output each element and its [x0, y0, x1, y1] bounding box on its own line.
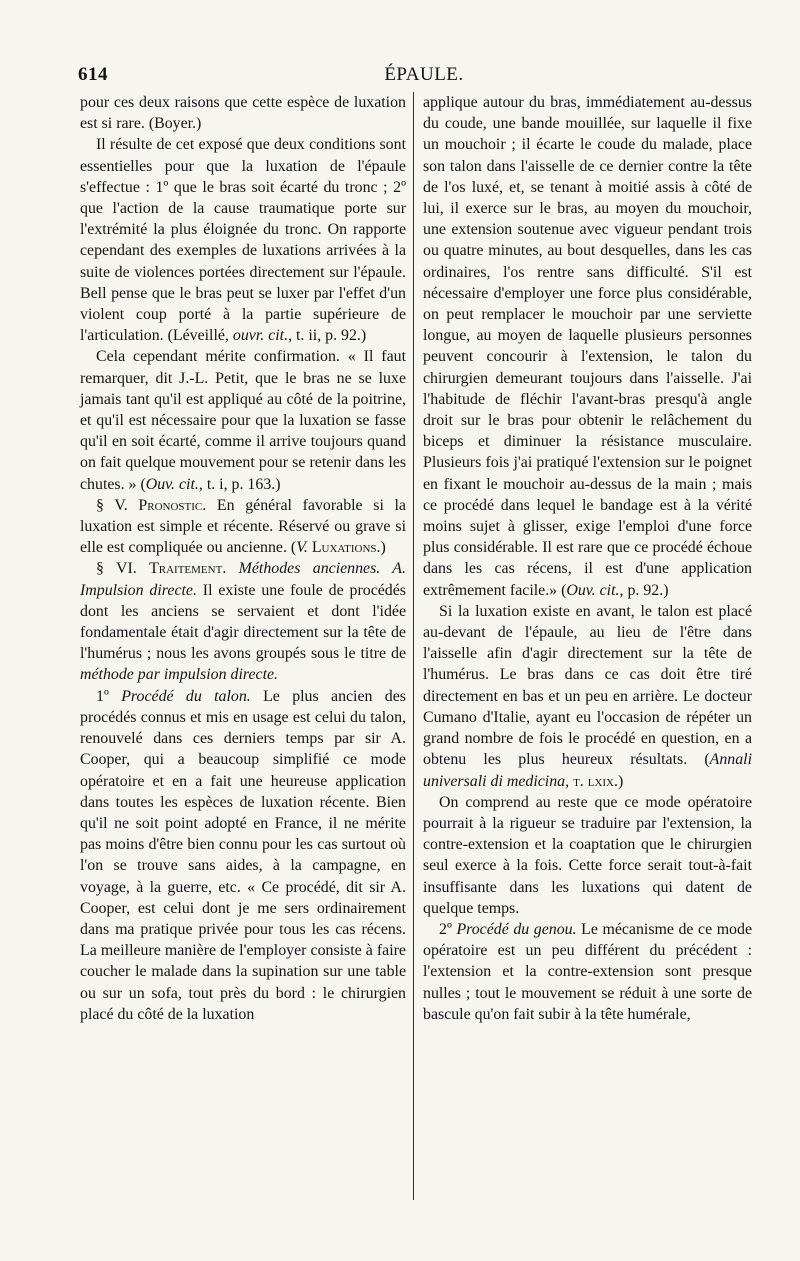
text-run: Il existe une foule de procédés dont les anciens se servaient et dont l'idée fondamentale était d'agir directement sur la tête de l'humérus ; nous les avons groupés sous le titre de — [80, 581, 406, 663]
paragraph — [80, 686, 406, 1025]
text-run: Cela cependant mérite confirmation. « Il faut remarquer, dit J.-L. Petit, que le bras ne se luxe jamais tant qu'il est appliqué au côté de la poitrine, et qu'il est nécessaire pour que la luxation se fasse qu'il en soit écarté, comme il arrive toujours quand on fait quelque mouvement pour se retenir dans les chutes. » ( — [80, 348, 406, 493]
text-run: Procédé du genou. — [456, 920, 577, 938]
text-run: t. lxix.) — [569, 772, 624, 790]
text-run: § VI. — [96, 560, 150, 578]
paragraph — [80, 134, 406, 346]
paragraph — [423, 92, 752, 601]
text-run: Procédé du talon. — [121, 687, 251, 705]
text-run: Ouv. cit. — [566, 581, 620, 599]
text-run: Pronostic. — [138, 496, 207, 514]
page-number: 614 — [78, 64, 108, 85]
paragraph — [423, 919, 752, 1025]
text-run: Annali universali di medicina, — [423, 751, 752, 790]
text-run: Le plus ancien des procédés connus et mis en usage est celui du talon, renouvelé dans ces derniers temps par sir A. Cooper, qui a beaucoup simplifié ce mode opératoire et en a fait une heureuse application dans toutes les espèces de luxation récente. Bien qu'il ne soit point adopté en France, il ne mérite pas moins d'être bien connu pour les cas surtout où l'on se trouve sans aides, à la campagne, en voyage, à la guerre, etc. « Ce procédé, dit sir A. Cooper, est celui dont je me sers ordinairement dans ma pratique privée pour tous les cas récens. La meilleure manière de l'employer consiste à faire coucher le malade dans la supination sur une table ou sur un sofa, tout près du bord : le chirurgien placé du côté de la luxation — [80, 687, 406, 1023]
text-run: Si la luxation existe en avant, le talon est placé au-devant de l'épaule, au lieu de l'être dans l'aisselle afin d'agir directement sur la tête de l'humérus. Le bras dans ce cas doit être tiré directement en bas et un peu en arrière. Le docteur Cumano d'Italie, ayant eu l'occasion de répéter un grand nombre de fois le procédé en question, en a obtenu les plus heureux résultats. ( — [423, 602, 752, 769]
text-run: § V. — [96, 496, 139, 514]
text-run: Méthodes anciennes. A. Impulsion directe. — [80, 560, 406, 599]
right-column — [423, 92, 752, 1025]
paragraph — [80, 346, 406, 494]
text-run: ouvr. cit. — [232, 327, 289, 345]
text-run: 1º — [96, 687, 122, 705]
paragraph — [80, 495, 406, 559]
text-run — [226, 560, 238, 577]
text-run: Ouv. cit. — [145, 475, 199, 493]
running-title: ÉPAULE. — [384, 64, 464, 85]
text-run: En général favorable si la luxation est simple et récente. Réservé ou grave si elle est compliquée ou ancienne. ( — [80, 496, 406, 557]
text-run: Le mécanisme de ce mode opératoire est un peu différent du précédent : l'extension et la contre-extension sont presque nulles ; tout le mouvement se réduit à une sorte de bascule qu'on fait subir à la tête humérale, — [423, 920, 752, 1023]
paragraph — [423, 792, 752, 919]
paragraph — [423, 601, 752, 792]
text-run: On comprend au reste que ce mode opératoire pourrait à la rigueur se traduire par l'extension, la contre-extension et la coaptation que le chirurgien seul exerce à la fois. Cette force serait tout-à-fait insuffisante dans les luxations qui datent de quelque temps. — [423, 793, 752, 917]
text-run: Il résulte de cet exposé que deux conditions sont essentielles pour que la luxation de l'épaule s'effectue : 1º que le bras soit écarté du tronc ; 2º que l'action de la cause traumatique porte sur l'extrémité la plus éloignée du tronc. On rapporte cependant des exemples de luxations arrivées à la suite de violences portées directement sur l'épaule. Bell pense que le bras peut se luxer par l'effet d'un violent coup porté à la partie supérieure de l'articulation. (Léveillé, — [80, 136, 406, 345]
column-rule — [413, 92, 414, 1200]
left-column — [80, 92, 406, 1025]
text-run: Luxations. — [311, 539, 381, 557]
text-run: applique autour du bras, immédiatement au-dessus du coude, une bande mouillée, sur laquelle il fixe un mouchoir ; il écarte le coude du malade, place son talon dans l'aisselle de ce dernier contre la tête de l'os luxé, et, se tenant à moitié assis à côté de lui, il exerce sur le bras, au moyen du mouchoir, une extension soutenue avec vigueur pendant trois ou quatre minutes, au bout desquelles, dans les cas ordinaires, l'os rentre sans difficulté. S'il est nécessaire d'employer une force plus considérable, on peut remplacer le mouchoir par une serviette longue, au moyen de laquelle plusieurs personnes peuvent concourir à l'extension, le talon du chirurgien demeurant toujours dans l'aisselle. J'ai l'habitude de fléchir l'avant-bras presqu'à angle droit sur le bras pour obtenir le relâchement du biceps et diminuer la résistance musculaire. Plusieurs fois j'ai pratiqué l'extension sur le poignet en fixant le mouchoir au-dessus de la main ; mais ce procédé dans lequel le bandage est à la vérité moins sujet à glisser, exige l'emploi d'une force plus considérable. Il est rare que ce procédé échoue dans les cas récens, il est d'une application extrêmement facile.» ( — [423, 94, 752, 599]
text-run: , p. 92.) — [619, 581, 669, 599]
text-run: pour ces deux raisons que cette espèce de luxation est si rare. (Boyer.) — [80, 94, 406, 133]
text-run: , t. ii, p. 92.) — [288, 327, 367, 345]
text-run: V. — [296, 539, 308, 557]
text-run: Traitement. — [149, 560, 227, 578]
text-run: 2º — [439, 920, 457, 938]
paragraph — [80, 92, 406, 134]
text-run: ) — [380, 539, 386, 557]
text-run: , t. i, p. 163.) — [198, 475, 281, 493]
paragraph — [80, 558, 406, 685]
running-header — [78, 64, 770, 90]
text-run: méthode par impulsion directe. — [80, 666, 279, 684]
